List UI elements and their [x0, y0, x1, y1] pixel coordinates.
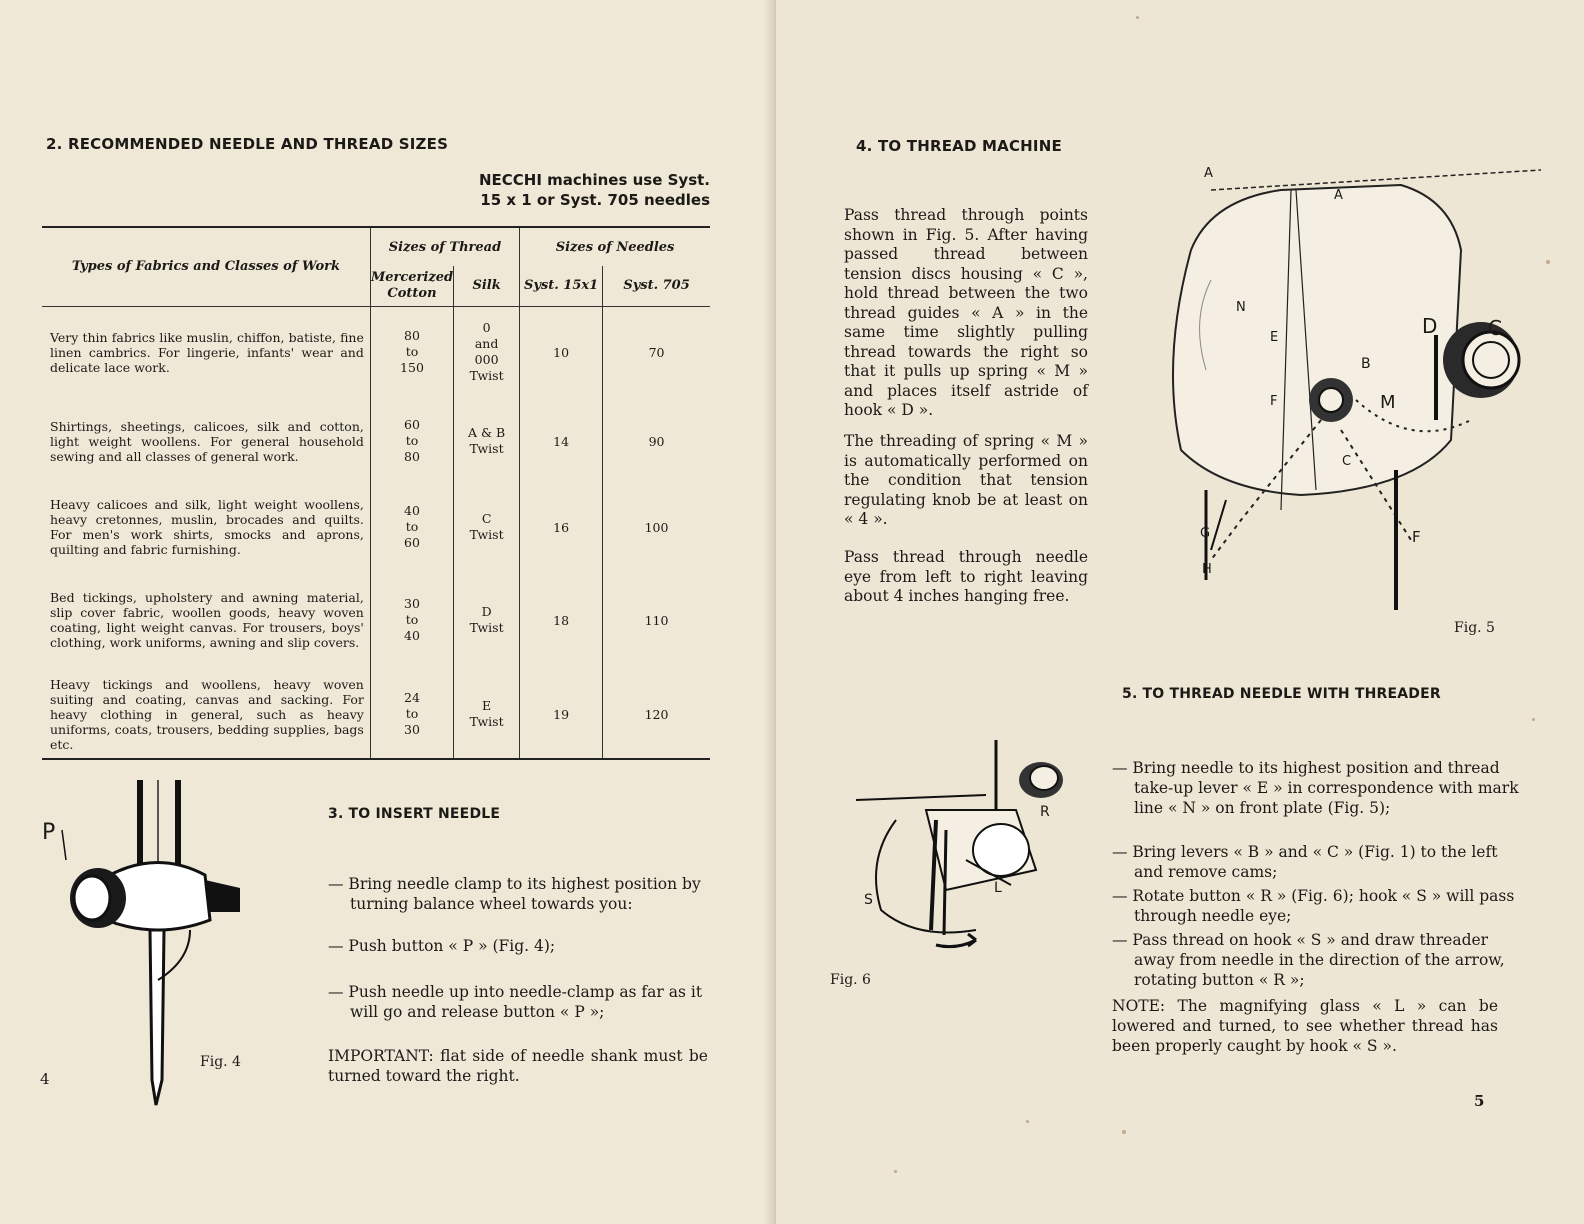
syst705-cell: 70	[603, 306, 710, 398]
section3-heading: 3. TO INSERT NEEDLE	[328, 806, 501, 822]
silk-cell: D Twist	[454, 570, 520, 670]
syst705-cell: 90	[603, 398, 710, 484]
section4-paragraph-1: Pass thread through points shown in Fig. 5. After having passed thread between tension discs housing « C », hold thread between the two thread guides « A » in the same time slightly pulling thread towards the right so that it pulls up spring « M » and places itself astride of hook « D ».	[844, 206, 1088, 419]
col-header-syst15: Syst. 15x1	[520, 266, 603, 306]
section3-step-2: — Push button « P » (Fig. 4);	[328, 937, 556, 955]
fig6-letter-l: L	[994, 880, 1002, 896]
foxing-spot	[894, 1170, 897, 1173]
fig6-letter-s: S	[864, 892, 873, 908]
right-page	[776, 0, 1584, 1224]
syst15-cell: 19	[520, 670, 603, 758]
syst15-cell: 18	[520, 570, 603, 670]
necchi-note	[420, 170, 710, 210]
col-header-types: Types of Fabrics and Classes of Work	[42, 228, 370, 306]
syst15-cell: 10	[520, 306, 603, 398]
fig5-letter-a1: A	[1204, 166, 1213, 181]
col-header-syst705: Syst. 705	[603, 266, 710, 306]
needle-table-frame	[42, 226, 710, 760]
fig5-letter-d: D	[1422, 314, 1438, 338]
table-row	[42, 306, 710, 398]
col-header-cotton: Mercerized Cotton	[370, 266, 453, 306]
section4-paragraph-3: Pass thread through needle eye from left to right leaving about 4 inches hanging free.	[844, 548, 1088, 605]
syst705-cell: 100	[603, 484, 710, 570]
silk-cell: E Twist	[454, 670, 520, 758]
silk-cell: C Twist	[454, 484, 520, 570]
col-header-needles: Sizes of Needles	[520, 228, 710, 266]
syst15-cell: 16	[520, 484, 603, 570]
syst15-cell: 14	[520, 398, 603, 484]
section5-step-1: — Bring needle to its highest position and thread take-up lever « E » in correspondence with mark line « N » on front plate (Fig. 5);	[1112, 759, 1519, 817]
table-row	[42, 670, 710, 758]
table-row	[42, 398, 710, 484]
syst705-cell: 120	[603, 670, 710, 758]
fig5-letter-f1: F	[1270, 394, 1278, 409]
section3-step-1: — Bring needle clamp to its highest position by turning balance wheel towards you:	[328, 875, 701, 913]
important-note: IMPORTANT: flat side of needle shank must be turned toward the right.	[328, 1047, 708, 1085]
threading-diagram	[1151, 160, 1511, 630]
necchi-note-line1: NECCHI machines use Syst.	[478, 171, 710, 189]
cotton-cell: 24 to 30	[370, 670, 453, 758]
fig5-letter-c2: C	[1342, 454, 1352, 469]
foxing-spot	[1532, 718, 1535, 721]
fabric-cell: Shirtings, sheetings, calicoes, silk and cotton, light weight woollens. For general household sewing and all classes of general work.	[50, 418, 364, 464]
fig5-letter-h: H	[1202, 562, 1212, 577]
section5-step-4: — Pass thread on hook « S » and draw threader away from needle in the direction of the arrow, rotating button « R »;	[1112, 931, 1505, 989]
fabric-cell: Heavy calicoes and silk, light weight woollens, heavy cretonnes, muslin, brocades and quilts. For men's work shirts, smocks and aprons, quilting and fabric furnishing.	[50, 497, 364, 557]
foxing-spot	[1026, 1120, 1029, 1123]
section4-heading: 4. TO THREAD MACHINE	[856, 137, 1062, 155]
page-number-right: 5	[1474, 1092, 1485, 1110]
foxing-spot	[1122, 1130, 1126, 1134]
page-number-left: 4	[40, 1070, 50, 1088]
fabric-cell: Very thin fabrics like muslin, chiffon, batiste, fine linen cambrics. For lingerie, infants' wear and delicate lace work.	[50, 329, 364, 375]
section2-heading: 2. RECOMMENDED NEEDLE AND THREAD SIZES	[46, 135, 449, 153]
table-row	[42, 570, 710, 670]
syst705-cell: 110	[603, 570, 710, 670]
section5-heading: 5. TO THREAD NEEDLE WITH THREADER	[1122, 686, 1441, 702]
cotton-cell: 80 to 150	[370, 306, 453, 398]
fig5-letter-a2: A	[1334, 188, 1343, 203]
fig6-label: Fig. 6	[830, 972, 871, 988]
section5-step-2: — Bring levers « B » and « C » (Fig. 1) to the left and remove cams;	[1112, 843, 1498, 881]
fabric-cell: Bed tickings, upholstery and awning material, slip cover fabric, woollen goods, heavy woven coating, light weight canvas. For trousers, boys' clothing, work uniforms, awning and slip covers.	[50, 590, 364, 650]
note: NOTE: The magnifying glass « L » can be lowered and turned, to see whether thread has been properly caught by hook « S ».	[1112, 997, 1498, 1055]
fig4-letter-p: P	[42, 820, 56, 845]
silk-cell: 0 and 000 Twist	[454, 306, 520, 398]
needle-clamp-illustration	[40, 780, 300, 1110]
necchi-note-line2: 15 x 1 or Syst. 705 needles	[480, 191, 710, 209]
fig5-letter-n: N	[1236, 300, 1246, 315]
col-header-silk: Silk	[454, 266, 520, 306]
cotton-cell: 40 to 60	[370, 484, 453, 570]
silk-cell: A & B Twist	[454, 398, 520, 484]
cotton-cell: 30 to 40	[370, 570, 453, 670]
table-row	[42, 484, 710, 570]
fig5-letter-c1: C	[1488, 316, 1502, 340]
left-page	[0, 0, 776, 1224]
fig5-letter-f2: F	[1412, 528, 1421, 546]
threader-illustration	[836, 740, 1086, 960]
col-header-thread: Sizes of Thread	[370, 228, 519, 266]
section4-paragraph-2: The threading of spring « M » is automatically performed on the condition that tension regulating knob be at least on « 4 ».	[844, 432, 1088, 528]
cotton-cell: 60 to 80	[370, 398, 453, 484]
fig6-letter-r: R	[1040, 804, 1050, 820]
needle-table	[42, 228, 710, 758]
foxing-spot	[1546, 260, 1550, 264]
section3-step-3: — Push needle up into needle-clamp as far as it will go and release button « P »;	[328, 983, 703, 1021]
fig5-letter-m: M	[1380, 392, 1396, 413]
fig5-letter-g: G	[1200, 526, 1211, 541]
fig5-label: Fig. 5	[1454, 620, 1495, 636]
fig4-label: Fig. 4	[200, 1054, 241, 1070]
foxing-spot	[1136, 16, 1139, 19]
fig5-letter-e: E	[1270, 330, 1279, 345]
section5-step-3: — Rotate button « R » (Fig. 6); hook « S » will pass through needle eye;	[1112, 887, 1515, 925]
fabric-cell: Heavy tickings and woollens, heavy woven suiting and coating, canvas and sacking. For heavy clothing in general, such as heavy uniforms, coats, trousers, bedding supplies, bags etc.	[50, 676, 364, 752]
fig5-letter-b: B	[1361, 356, 1371, 372]
